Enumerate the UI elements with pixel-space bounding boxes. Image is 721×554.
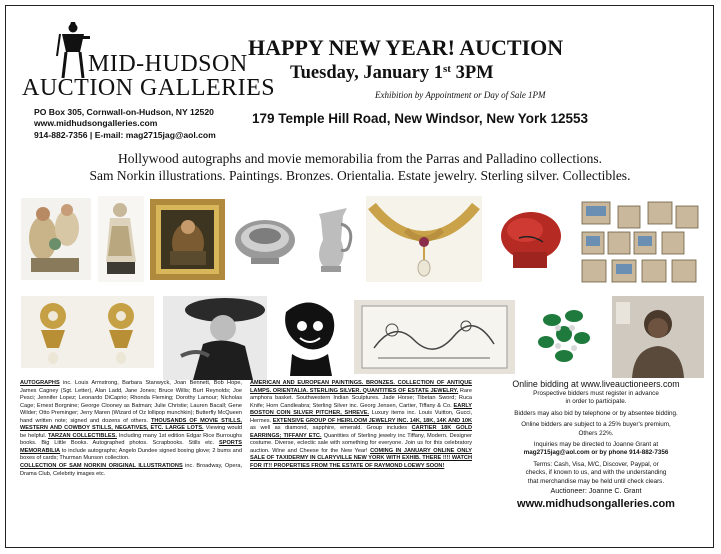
logo-line2: AUCTION GALLERIES — [22, 75, 276, 101]
boston-pitcher-heading: EARLY BOSTON COIN SILVER PITCHER, SHREVE. — [250, 402, 472, 417]
sports-text: to include autographs; Angelo Dundee signed boxing glove; 2 bums and boxes of cards; Thurman Munson collection. — [20, 447, 242, 462]
date-suffix: st — [443, 63, 451, 75]
contact-po-box: PO Box 305, Cornwall-on-Hudson, NY 12520 — [34, 107, 214, 117]
photo-woman-in-hat-portrait — [163, 296, 267, 380]
auction-address: 179 Temple Hill Road, New Windsor, New York 12553 — [252, 111, 588, 126]
movie-stills-text: Viewing would be helpful. — [20, 425, 242, 439]
sports-heading: SPORTS MEMORABILIA — [20, 440, 242, 454]
sterling-text: Quantities of Sterling jewelry inc Tiffany, Modern. Designer costume. Diverse, eclectic sale with something for everyone. Join us for this celebratory auction. Wine and Cheese for the New Year! — [250, 432, 472, 454]
norkin-heading: COLLECTION OF SAM NORKIN ORIGINAL ILLUSTRATIONS — [20, 463, 183, 470]
absentee-bidding: Bidders may also bid by telephone or by absentee bidding. — [514, 409, 678, 417]
inquiries-line1: Inquiries may be directed to Joanne Grant at — [533, 441, 659, 449]
terms-line1: Terms: Cash, Visa, M/C, Discover, Paypal, or — [533, 460, 659, 468]
middle-description-column — [250, 380, 472, 471]
norkin-paragraph — [20, 463, 242, 478]
logo-line1: MID-HUDSON — [88, 51, 248, 77]
photo-silver-basket — [231, 206, 299, 278]
photo-porcelain-figure — [98, 196, 144, 282]
photo-framed-drawing — [354, 300, 515, 374]
luxury-text: Luxury items inc. Louis Vuitton, Gucci, Hermes. — [250, 410, 473, 424]
photo-framed-painting — [150, 199, 225, 280]
premium-line1: Online bidders are subject to a 25% buyer's premium, — [521, 421, 671, 429]
autographs-paragraph — [20, 380, 242, 463]
logo-figure-icon — [56, 22, 90, 80]
contact-phone-email[interactable]: 914-882-7356 | E-mail: mag2715jag@aol.com — [34, 129, 216, 140]
photo-caricature-illustration — [272, 296, 348, 378]
paintings-heading: AMERICAN AND EUROPEAN PAINTINGS. BRONZES. COLLECTION OF ANTIQUE LAMPS. ORIENTALIA. STERLING SILVER. QUANTITIES OF ESTATE JEWELRY. — [250, 380, 472, 394]
photo-gold-earrings — [21, 296, 154, 368]
description-line2: Sam Norkin illustrations. Paintings. Bronzes. Orientalia. Estate jewelry. Sterling silver. Collectibles. — [89, 168, 631, 183]
photo-silver-pitcher — [303, 200, 361, 280]
exhibition-note: Exhibition by Appointment or Day of Sale 1PM — [375, 90, 546, 100]
paintings-text: Rare amphora basket. Southwestern Indian Sculptures. Jade Horse; Tibetan Sword; Ruca Knife; Horn Candleabra; Sterling Silver inc. Georg Jensen, Cartier, Tiffany & Co. — [250, 387, 472, 409]
photo-figurine-group — [21, 198, 91, 280]
premium-line2: Others 22%. — [578, 429, 614, 437]
date-text: Tuesday, January 1 — [290, 63, 444, 83]
photo-jeweled-necklace — [366, 196, 482, 282]
online-bidding-link[interactable]: Online bidding at www.liveauctioneers.com — [512, 379, 680, 389]
autographs-heading: AUTOGRAPHS — [20, 380, 60, 386]
photo-portrait-photo — [612, 296, 704, 378]
cartier-heading: CARTIER 18K GOLD EARRINGS; TIFFANY ETC. — [250, 425, 473, 439]
inquiries-line2[interactable]: mag2715jag@aol.com or by phone 914-882-7356 — [523, 449, 669, 457]
photo-emerald-brooch — [522, 296, 606, 378]
jewelry-text: as well as diamond, sapphire, emerald. Group includes — [250, 425, 412, 432]
auction-time: 3PM — [455, 63, 494, 83]
left-description-column — [20, 380, 242, 478]
terms-line2: checks, if known to us, and with the understanding — [525, 469, 667, 477]
description-line1: Hollywood autographs and movie memorabilia from the Parras and Palladino collections. — [117, 151, 602, 166]
autographs-text: inc. Louis Armstrong, Barbara Stanwyck, Joan Bennett, Bob Hope, James Cagney (Sgt. Letter), Alan Ladd, Jane Jones; Bruce Willis; Burt Reynolds; Joe Pesci; Jennifer Lopez; Leonardo DiCaprio; Rhonda Fleming; Dorothy Lamour; Nicholas Cage; Ernest Borgnine; George Clooney as Batman; Julie Christie; Lauren Bacall; Gene Wilder; Otto Preminger; Jerry Maren (Wizard of Oz lollipop munchkin); Butterfly McQueen hand written note; signed and dozens of others. — [20, 380, 242, 424]
auction-description — [10, 150, 710, 184]
photo-boxing-glove — [489, 198, 573, 282]
bidding-info-column — [480, 378, 712, 511]
jewelry-heading: EXTENSIVE GROUP OF HEIRLOOM JEWELRY INC. 14K, 18K, 14K AND 10K — [272, 417, 472, 424]
auctioneer-name: Auctioneer: Joanne C. Grant — [550, 486, 642, 496]
photo-trading-cards — [578, 198, 702, 286]
gallery-website-link[interactable]: www.midhudsongalleries.com — [517, 498, 675, 511]
auction-headline: HAPPY NEW YEAR! AUCTION — [248, 35, 564, 60]
register-line2: in order to participate. — [565, 398, 627, 406]
auction-date — [290, 64, 494, 83]
register-line1: Prospective bidders must register in advance — [533, 390, 659, 397]
tarzan-text: Including many 1st edition Edgar Rice Burroughs books. Big Little Books. Autographed photos. Scrapbooks. Stills etc. — [20, 432, 242, 447]
norkin-text: inc. Broadway, Opera, Drama Club, Celebrity images etc. — [20, 463, 242, 477]
contact-block — [34, 107, 216, 141]
tarzan-heading: TARZAN COLLECTIBLES. — [48, 432, 117, 439]
coming-soon-heading: COMING IN JANUARY ONLINE ONLY SALE OF TAXIDERMY IN CLARYVILLE NEW YORK WITH EXHIB. THERE !!!! WATCH FOR IT!! PROPERTIES FROM THE ESTATE OF RAYMOND LOEWY SOON! — [250, 447, 472, 470]
movie-stills-heading: THOUSANDS OF MOVIE STILLS, WESTERN AND COWBOY STILLS, NEGATIVES, ETC. LARGE LOTS. — [20, 417, 242, 432]
contact-website[interactable]: www.midhudsongalleries.com — [34, 118, 158, 129]
terms-line3: that merchandise may be held until check clears. — [527, 477, 665, 485]
